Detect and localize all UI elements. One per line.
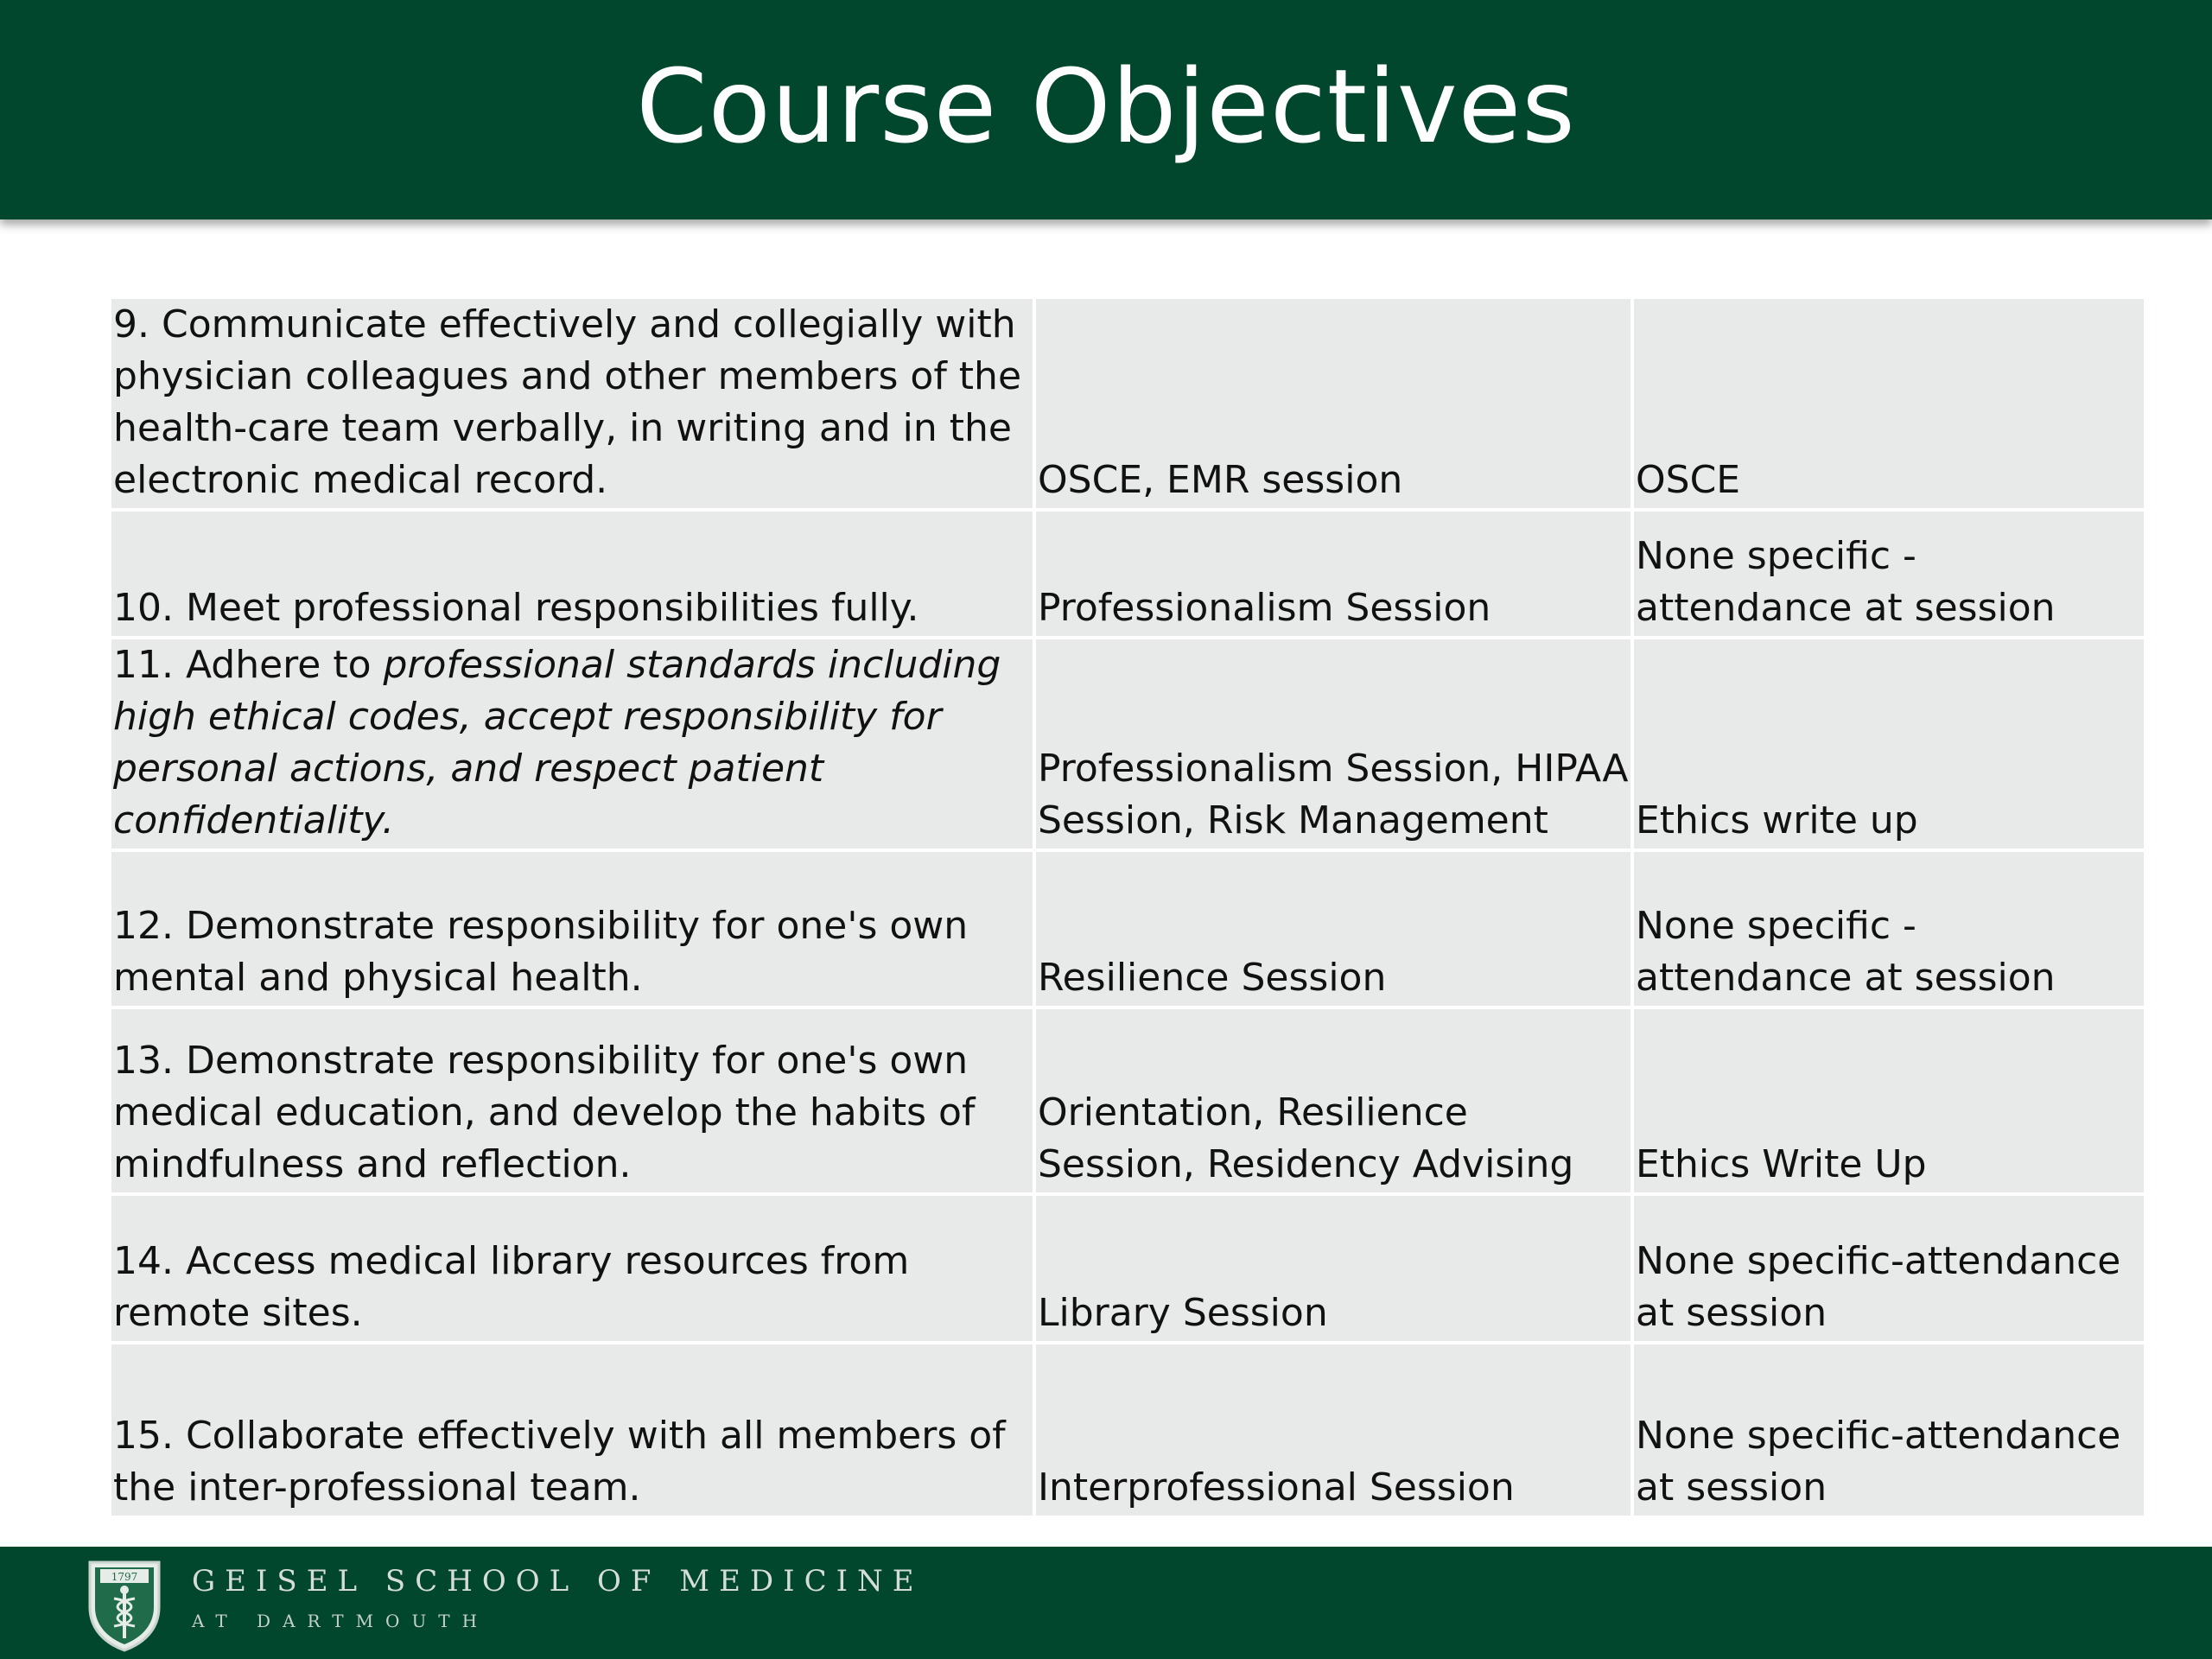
- assessment-cell: OSCE: [1632, 299, 2144, 510]
- assessment-cell: Ethics Write Up: [1632, 1007, 2144, 1194]
- shield-caduceus-icon: [83, 1557, 166, 1654]
- objective-cell: 12. Demonstrate responsibility for one's own mental and physical health.: [111, 850, 1034, 1007]
- objective-cell: 14. Access medical library resources from remote sites.: [111, 1194, 1034, 1343]
- table-row: [111, 638, 2144, 850]
- slide-title: Course Objectives: [636, 47, 1576, 166]
- table-row: [111, 850, 2144, 1007]
- objectives-table: [111, 299, 2144, 1519]
- assessment-cell: None specific-attendance at session: [1632, 1343, 2144, 1517]
- assessment-cell: None specific - attendance at session: [1632, 850, 2144, 1007]
- logo-year: 1797: [111, 1571, 138, 1583]
- objective-prefix: 11. Adhere to: [113, 643, 384, 687]
- objective-cell: 9. Communicate effectively and collegially with physician colleagues and other members of the health-care team verbally, in writing and in the electronic medical record.: [111, 299, 1034, 510]
- objective-italic: professional standards including high ethical codes, accept responsibility for personal actions, and respect patient confidentiality.: [113, 643, 1001, 842]
- title-bar: [0, 0, 2212, 219]
- session-cell: Resilience Session: [1034, 850, 1632, 1007]
- session-cell: Library Session: [1034, 1194, 1632, 1343]
- objective-cell: 15. Collaborate effectively with all members of the inter-professional team.: [111, 1343, 1034, 1517]
- assessment-cell: Ethics write up: [1632, 638, 2144, 850]
- table-row: [111, 1007, 2144, 1194]
- session-cell: Professionalism Session, HIPAA Session, Risk Management: [1034, 638, 1632, 850]
- session-cell: Professionalism Session: [1034, 510, 1632, 638]
- objective-cell: 13. Demonstrate responsibility for one's own medical education, and develop the habits of mindfulness and reflection.: [111, 1007, 1034, 1194]
- session-cell: OSCE, EMR session: [1034, 299, 1632, 510]
- session-cell: Interprofessional Session: [1034, 1343, 1632, 1517]
- school-name: GEISEL SCHOOL OF MEDICINE: [192, 1564, 924, 1599]
- table-row: [111, 1343, 2144, 1517]
- table-row: [111, 1194, 2144, 1343]
- objective-cell: [111, 638, 1034, 850]
- assessment-cell: None specific - attendance at session: [1632, 510, 2144, 638]
- table-row: [111, 510, 2144, 638]
- school-subtitle: AT DARTMOUTH: [192, 1611, 490, 1631]
- assessment-cell: None specific-attendance at session: [1632, 1194, 2144, 1343]
- session-cell: Orientation, Resilience Session, Residency Advising: [1034, 1007, 1632, 1194]
- footer-bar: [0, 1547, 2212, 1659]
- objective-cell: 10. Meet professional responsibilities fully.: [111, 510, 1034, 638]
- table-row: [111, 299, 2144, 510]
